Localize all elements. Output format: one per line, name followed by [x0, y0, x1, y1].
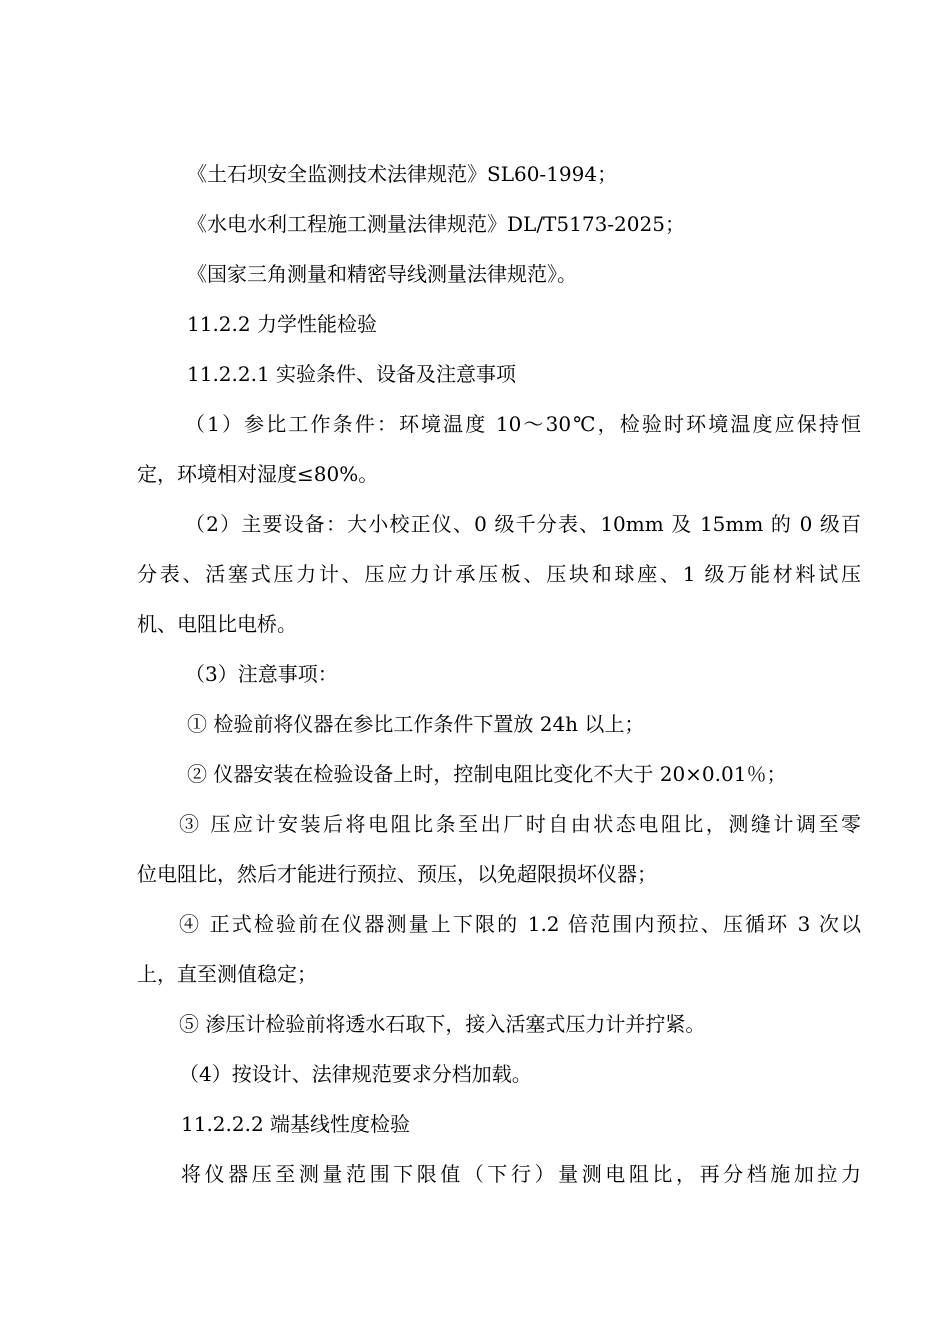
note-item: ① 检验前将仪器在参比工作条件下置放 24h 以上；: [187, 712, 645, 736]
note-item: 位电阻比，然后才能进行预拉、预压，以免超限损坏仪器；: [137, 862, 657, 886]
note-item: ③ 压应计安装后将电阻比条至出厂时自由状态电阻比，测缝计调至零: [179, 812, 861, 836]
paragraph-line: 定，环境相对湿度≤80%。: [137, 462, 379, 486]
paragraph-line: 分表、活塞式压力计、压应力计承压板、压块和球座、1 级万能材料试压: [137, 562, 861, 586]
paragraph-line: （4）按设计、法律规范要求分档加载。: [179, 1062, 532, 1086]
paragraph-line: （2）主要设备：大小校正仪、0 级千分表、10mm 及 15mm 的 0 级百: [185, 512, 861, 536]
note-item: 上，直至测值稳定；: [137, 962, 317, 986]
reference-standard: 《水电水利工程施工测量法律规范》DL/T5173-2025；: [187, 212, 685, 236]
paragraph-line: （3）注意事项：: [185, 662, 338, 686]
reference-standard: 《国家三角测量和精密导线测量法律规范》。: [187, 262, 577, 286]
note-item: ④ 正式检验前在仪器测量上下限的 1.2 倍范围内预拉、压循环 3 次以: [179, 912, 861, 936]
reference-standard: 《土石坝安全监测技术法律规范》SL60-1994；: [187, 162, 618, 186]
subsection-heading: 11.2.2.1 实验条件、设备及注意事项: [187, 362, 517, 386]
subsection-heading: 11.2.2.2 端基线性度检验: [181, 1112, 411, 1136]
note-item: ⑤ 渗压计检验前将透水石取下，接入活塞式压力计并拧紧。: [179, 1012, 706, 1036]
note-item: ② 仪器安装在检验设备上时，控制电阻比变化不大于 20×0.01％；: [187, 762, 787, 786]
paragraph-line: 将仪器压至测量范围下限值（下行）量测电阻比，再分档施加拉力: [181, 1162, 861, 1186]
paragraph-line: 机、电阻比电桥。: [137, 612, 297, 636]
paragraph-line: （1）参比工作条件：环境温度 10～30℃，检验时环境温度应保持恒: [185, 412, 861, 436]
section-heading: 11.2.2 力学性能检验: [187, 312, 377, 336]
